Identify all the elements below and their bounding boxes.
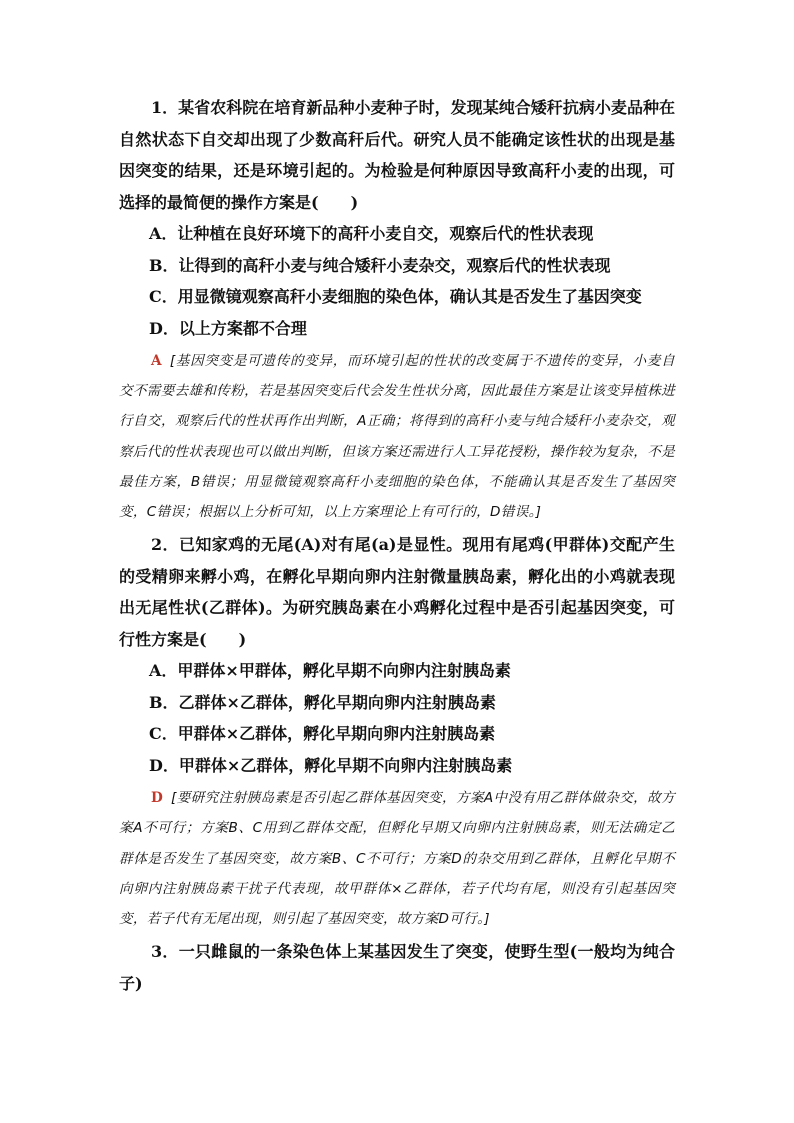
option-a: A．甲群体×甲群体，孵化早期不向卵内注射胰岛素 [149,661,511,681]
answer-letter: A [150,353,162,369]
option-c: C．用显微镜观察高秆小麦细胞的染色体，确认其是否发生了基因突变 [149,287,642,306]
answer-explanation [119,346,675,527]
option-c: C．甲群体×乙群体，孵化早期向卵内注射胰岛素 [149,724,496,744]
option-b: B．让得到的高秆小麦与纯合矮秆小麦杂交，观察后代的性状表现 [149,255,611,275]
question-1 [119,92,675,527]
option-d: D．以上方案都不合理 [149,318,307,338]
explanation-text: [基因突变是可遗传的变异，而环境引起的性状的改变属于不遗传的变异，小麦自交不需要去雄和传粉，若是基因突变后代会发生性状分离，因此最佳方案是让该变异植株进行自交，观察后代的性状再作出判断，A正确；将得到的高秆小麦与纯合矮秆小麦杂交，观察后代的性状表现也可以做出判断，但该方案还需进行人工异花授粉，操作较为复杂，不是最佳方案，B错误；用显微镜观察高秆小麦细胞的染色体，不能确认其是否发生了基因突变，C错误；根据以上分析可知，以上方案理论上有可行的，D错误。] [119,353,675,521]
document-page [119,92,675,1001]
question-stem: 3．一只雌鼠的一条染色体上某基因发生了突变，使野生型(一般均为纯合子) [119,942,675,993]
answer-explanation [119,783,675,934]
option-b: B．乙群体×乙群体，孵化早期向卵内注射胰岛素 [149,692,496,712]
question-3 [119,936,675,999]
question-stem: 2．已知家鸡的无尾(A)对有尾(a)是显性。现用有尾鸡(甲群体)交配产生的受精卵来孵小鸡，在孵化早期向卵内注射微量胰岛素，孵化出的小鸡就表现出无尾性状(乙群体)。为研究胰岛素在小鸡孵化过程中是否引起基因突变，可行性方案是( ) [119,535,675,649]
option-a: A．让种植在良好环境下的高秆小麦自交，观察后代的性状表现 [149,224,594,243]
option-d: D．甲群体×乙群体，孵化早期不向卵内注射胰岛素 [149,755,513,775]
question-2 [119,529,675,934]
answer-letter: D [150,790,164,807]
question-stem: 1．某省农科院在培育新品种小麦种子时，发现某纯合矮秆抗病小麦品种在自然状态下自交却出现了少数高秆后代。研究人员不能确定该性状的出现是基因突变的结果，还是环境引起的。为检验是何种原因导致高秆小麦的出现，可选择的最简便的操作方案是( ) [119,98,675,212]
explanation-text: [要研究注射胰岛素是否引起乙群体基因突变，方案A中没有用乙群体做杂交，故方案A不可行；方案B、C用到乙群体交配，但孵化早期又向卵内注射胰岛素，则无法确定乙群体是否发生了基因突变，故方案B、C不可行；方案D的杂交用到乙群体，且孵化早期不向卵内注射胰岛素干扰子代表现，故甲群体×乙群体，若子代均有尾，则没有引起基因突变，若子代有无尾出现，则引起了基因突变，故方案D可行。] [119,790,675,928]
